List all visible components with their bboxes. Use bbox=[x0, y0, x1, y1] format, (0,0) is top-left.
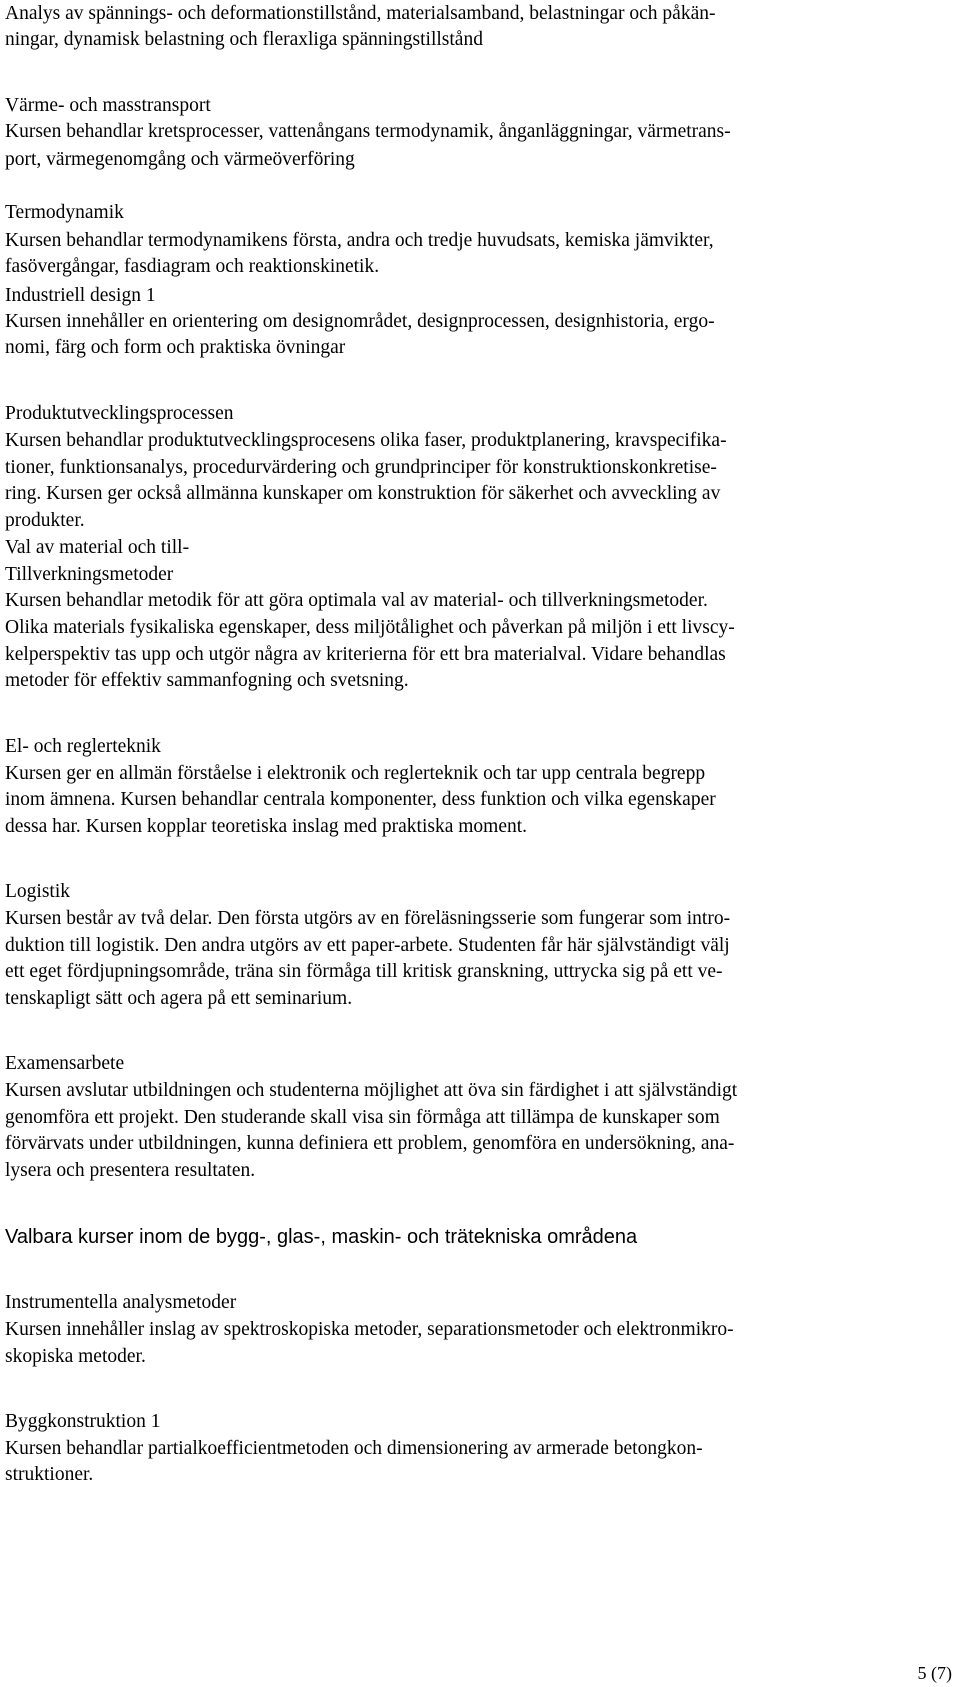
course-title-continued: Tillverkningsmetoder bbox=[5, 564, 174, 585]
course-description-line: ett eget fördjupningsområde, träna sin förmåga till kritisk granskning, uttrycka sig på ett ve- bbox=[5, 961, 723, 982]
page-number: 5 (7) bbox=[917, 1663, 952, 1683]
course-description-line: Kursen behandlar produktutvecklingsprocesens olika faser, produktplanering, kravspecifika- bbox=[5, 430, 727, 451]
course-description-line: Kursen består av två delar. Den första utgörs av en föreläsningsserie som fungerar som intro- bbox=[5, 908, 731, 929]
course-description-line: produkter. bbox=[5, 510, 85, 531]
course-description-line: struktioner. bbox=[5, 1464, 94, 1485]
course-title: Termodynamik bbox=[5, 202, 124, 223]
course-description-line: Olika materials fysikaliska egenskaper, dess miljötålighet och påverkan på miljön i ett livscy- bbox=[5, 617, 735, 638]
course-description-line: Kursen avslutar utbildningen och studenterna möjlighet att öva sin färdighet i att självständigt bbox=[5, 1080, 738, 1101]
course-title: Val av material och till- bbox=[5, 537, 190, 558]
course-description-line: kelperspektiv tas upp och utgör några av kriterierna för ett bra materialval. Vidare behandlas bbox=[5, 644, 726, 665]
course-title: Industriell design 1 bbox=[5, 285, 156, 306]
course-description-line: Kursen ger en allmän förståelse i elektronik och reglerteknik och tar upp centrala begrepp bbox=[5, 763, 706, 784]
course-title: Logistik bbox=[5, 881, 71, 902]
course-description-line: Kursen innehåller inslag av spektroskopiska metoder, separationsmetoder och elektronmikro- bbox=[5, 1319, 734, 1340]
course-description-line: Kursen behandlar partialkoefficientmetoden och dimensionering av armerade betongkon- bbox=[5, 1438, 703, 1459]
course-title: Instrumentella analysmetoder bbox=[5, 1292, 237, 1313]
course-description-line: dessa har. Kursen kopplar teoretiska inslag med praktiska moment. bbox=[5, 816, 528, 837]
intro-line: Analys av spännings- och deformationstillstånd, materialsamband, belastningar och påkän- bbox=[5, 3, 716, 24]
course-title: Värme- och masstransport bbox=[5, 95, 211, 116]
course-description-line: inom ämnena. Kursen behandlar centrala komponenter, dess funktion och vilka egenskaper bbox=[5, 789, 716, 810]
intro-line: ningar, dynamisk belastning och fleraxliga spänningstillstånd bbox=[5, 29, 483, 50]
course-description-line: metoder för effektiv sammanfogning och svetsning. bbox=[5, 670, 409, 691]
section-heading: Valbara kurser inom de bygg-, glas-, maskin- och trätekniska områdena bbox=[5, 1226, 638, 1248]
course-description-line: lysera och presentera resultaten. bbox=[5, 1160, 256, 1181]
course-description-line: ring. Kursen ger också allmänna kunskaper om konstruktion för säkerhet och avveckling av bbox=[5, 483, 721, 504]
course-title: Byggkonstruktion 1 bbox=[5, 1411, 161, 1432]
course-description-line: förvärvats under utbildningen, kunna definiera ett problem, genomföra en undersökning, ana- bbox=[5, 1133, 735, 1154]
course-description-line: Kursen behandlar kretsprocesser, vattenångans termodynamik, ånganläggningar, värmetrans- bbox=[5, 121, 731, 142]
course-description-line: duktion till logistik. Den andra utgörs av ett paper-arbete. Studenten får här självständigt välj bbox=[5, 935, 730, 956]
course-description-line: tioner, funktionsanalys, procedurvärdering och grundprinciper för konstruktionskonkretise- bbox=[5, 457, 717, 478]
course-description-line: Kursen behandlar metodik för att göra optimala val av material- och tillverkningsmetoder. bbox=[5, 590, 708, 611]
course-title: El- och reglerteknik bbox=[5, 736, 161, 757]
course-description-line: fasövergångar, fasdiagram och reaktionskinetik. bbox=[5, 256, 380, 277]
course-title: Examensarbete bbox=[5, 1053, 125, 1074]
course-description-line: nomi, färg och form och praktiska övningar bbox=[5, 337, 346, 358]
course-description-line: port, värmegenomgång och värmeöverföring bbox=[5, 149, 355, 170]
course-title: Produktutvecklingsprocessen bbox=[5, 403, 234, 424]
course-description-line: Kursen innehåller en orientering om designområdet, designprocessen, designhistoria, ergo- bbox=[5, 311, 715, 332]
course-description-line: tenskapligt sätt och agera på ett seminarium. bbox=[5, 988, 353, 1009]
course-description-line: genomföra ett projekt. Den studerande skall visa sin förmåga att tillämpa de kunskaper som bbox=[5, 1107, 720, 1128]
course-description-line: Kursen behandlar termodynamikens första, andra och tredje huvudsats, kemiska jämvikter, bbox=[5, 230, 714, 251]
course-description-line: skopiska metoder. bbox=[5, 1346, 146, 1367]
